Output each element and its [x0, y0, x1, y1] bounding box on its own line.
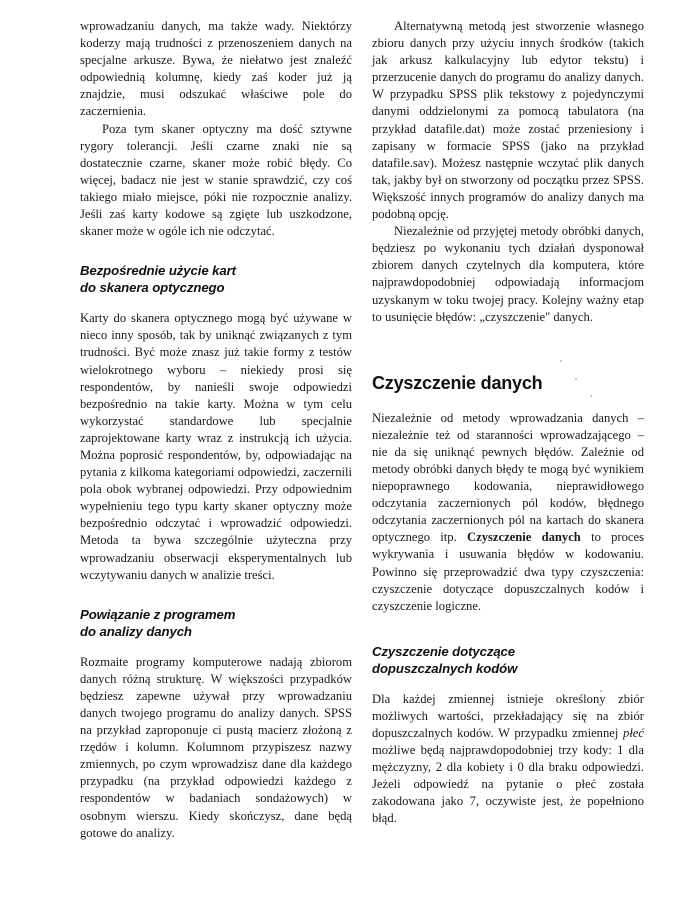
scan-speckle: [575, 378, 577, 380]
subheading-line: Czyszczenie dotyczące: [372, 643, 516, 659]
subheading-line: Bezpośrednie użycie kart: [80, 263, 236, 279]
paragraph-left-4: Rozmaite programy komputerowe nadają zbiorom danych różną strukturę. W większości przypadków będziesz zapewne używał przy wprowadzaniu danych twojego programu do analizy danych. SPSS na przykład zaproponuje ci pustą macierz złożoną z rzędów i kolumn. Kolumnom przypiszesz nazwy zmiennych, po czym wprowadzisz dane dla każdego przypadku (na przykład odpowiedzi każdego z respondentów w badaniach sondażowych) w osobnym wierszu. Kiedy skończysz, dane będą gotowe do analizy.: [80, 654, 352, 840]
subheading-direct-use-cards: [80, 262, 352, 296]
paragraph-left-3: Karty do skanera optycznego mogą być używane w nieco inny sposób, tak by uniknąć związanych z tym trudności. Być może znasz już takie formy z testów wielokrotnego wyboru – niekiedy prosi się respondentów, by nanieśli swoje odpowiedzi bezpośrednio na takie karty. Można w tym celu wykorzystać standardowe lub specjalnie zaprojektowane karty wraz z instrukcją ich użycia. Można poprosić respondentów, by, odpowiadając na pytania z kilkoma kategoriami odpowiedzi, zaczernili pola obok wybranej odpowiedzi. Przy odpowiednim wypełnieniu tego typu karty skaner optyczny może bezpośrednio odczytać i wprowadzić odpowiedzi. Metoda ta bywa szczególnie użyteczna przy wprowadzaniu obserwacji eksperymentalnych lub wczytywaniu danych w analizie treści.: [80, 311, 352, 582]
subheading-line: do skanera optycznego: [80, 280, 225, 296]
paragraph-left-2: Poza tym skaner optyczny ma dość sztywne rygory tolerancji. Jeśli czarne znaki nie są dostatecznie czarne, skaner może robić błędy. Co więcej, badacz nie jest w stanie sprawdzić, czy coś takiego miało miejsce, póki nie rozpocznie analizy. Jeśli zaś karty kodowe są zgięte lub uszkodzone, skaner może w ogóle ich nie odczytać.: [80, 121, 352, 239]
paragraph-text: to proces wykrywania i usuwania błędów w kodowaniu. Powinno się przeprowadzić dwa typy czyszczenia: czyszczenie dotyczące dopuszczalnych kodów i czyszczenie logiczne.: [372, 530, 644, 613]
scan-speckle: [590, 395, 592, 397]
paragraph-text: Niezależnie od metody wprowadzania danych – niezależnie też od staranności wprowadzającego – nie da się uniknąć pewnych błędów. Zależnie od metody obróbki danych błędy te mogą być wynikiem niepoprawnego kodowania, nieprawidłowego odczytania zaczernionych pól kodów, błędnego odczytania zaczernionych pól na kartach do skanera optycznego itp.: [372, 410, 644, 545]
left-column: [80, 18, 352, 842]
paragraph-right-2: Niezależnie od przyjętej metody obróbki danych, będziesz po wykonaniu tych działań dysponował zbiorem danych czytelnych dla komputera, które najprawdopodobniej odpowiadają informacjom uzyskanym w toku twojej pracy. Kolejny ważny etap to usunięcie błędów: „czyszczenie" danych.: [372, 224, 644, 324]
subheading-line: do analizy danych: [80, 623, 192, 639]
variable-name: płeć: [623, 726, 644, 740]
paragraph-text: Dla każdej zmiennej istnieje określony zbiór możliwych wartości, przekładający się na zbiór dopuszczalnych kodów. W przypadku zmiennej: [372, 691, 644, 740]
key-term: Czyszczenie danych: [467, 530, 581, 545]
paragraph-right-3: [372, 410, 644, 615]
subheading-link-analysis-program: [80, 606, 352, 640]
subheading-line: Powiązanie z programem: [80, 606, 236, 622]
paragraph-text: możliwe będą najprawdopodobniej trzy kody: 1 dla mężczyzny, 2 dla kobiety i 0 dla braku odpowiedzi. Jeżeli odpowiedź na pytanie o płeć została zakodowana jako 7, oczywiste jest, że popełniono błąd.: [372, 743, 644, 826]
scan-speckle: [560, 360, 562, 362]
subheading-valid-codes-cleaning: [372, 643, 644, 677]
right-column: [372, 18, 644, 828]
paragraph-right-1: Alternatywną metodą jest stworzenie własnego zbioru danych przy użyciu innych środków (takich jak arkusz kalkulacyjny lub edytor tekstu) i przerzucenie danych do programu do analizy danych. W przypadku SPSS plik tekstowy z pojedynczymi danymi oddzielonymi za pomocą tabulatora (na przykład datafile.dat) może zostać przeniesiony i zapisany w formacie SPSS (jako na przykład datafile.sav). Możesz następnie wczytać plik danych tak, jakby był on stworzony od początku przez SPSS. Większość innych programów do analizy danych ma podobną opcję.: [372, 19, 644, 222]
subheading-line: dopuszczalnych kodów: [372, 660, 518, 676]
paragraph-right-4: [372, 691, 644, 828]
paragraph-left-1: wprowadzaniu danych, ma także wady. Niektórzy koderzy mają trudności z przenoszeniem danych na specjalne arkusze. Bywa, że niełatwo jest znaleźć odpowiednią kolumnę, kiedy zaś koder już ją znajdzie, musi odszukać właściwe pole do zaczernienia.: [80, 19, 352, 119]
section-title: Czyszczenie danych: [372, 372, 543, 393]
scan-speckle: [600, 690, 602, 692]
